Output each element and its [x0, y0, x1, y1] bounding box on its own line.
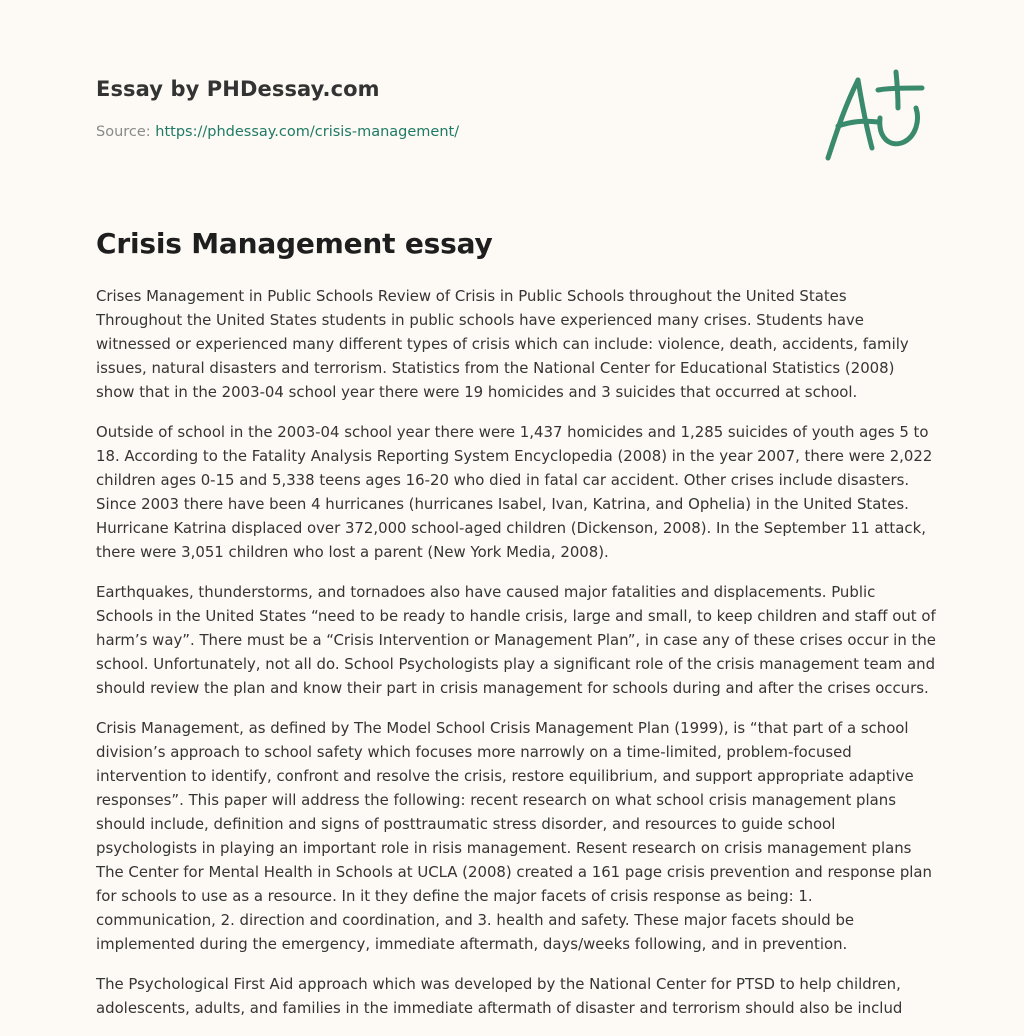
essay-body: [96, 284, 936, 1036]
essay-paragraph: The Psychological First Aid approach which was developed by the National Center for PTSD to help children, adolescents, adults, and families in the immediate aftermath of disaster and terrorism should also be includ: [96, 975, 903, 1017]
site-brand: Essay by PHDessay.com: [96, 77, 380, 101]
essay-paragraph: Crises Management in Public Schools Review of Crisis in Public Schools throughout the United States Throughout the United States students in public schools have experienced many crises. Students have witnessed or experienced many different types of crisis which can include: violence, death, accidents, family issues, natural disasters and terrorism. Statistics from the National Center for Educational Statistics (2008) show that in the 2003-04 school year there were 19 homicides and 3 suicides that occurred at school.: [96, 287, 909, 401]
source-link[interactable]: https://phdessay.com/crisis-management/: [155, 124, 460, 140]
essay-paragraph: Earthquakes, thunderstorms, and tornadoes also have caused major fatalities and displacements. Public Schools in the United States “need to be ready to handle crisis, large and small, to keep children and staff out of harm’s way”. There must be a “Crisis Intervention or Management Plan”, in case any of these crises occur in the school. Unfortunately, not all do. School Psychologists play a significant role of the crisis management team and should review the plan and know their part in crisis management for schools during and after the crises occurs.: [96, 583, 936, 697]
a-plus-grade-logo: [818, 64, 930, 166]
essay-paragraph: Outside of school in the 2003-04 school year there were 1,437 homicides and 1,285 suicides of youth ages 5 to 18. According to the Fatality Analysis Reporting System Encyclopedia (2008) in the year 2007, there were 2,022 children ages 0-15 and 5,338 teens ages 16-20 who died in fatal car accident. Other crises include disasters. Since 2003 there have been 4 hurricanes (hurricanes Isabel, Ivan, Katrina, and Ophelia) in the United States. Hurricane Katrina displaced over 372,000 school-aged children (Dickenson, 2008). In the September 11 attack, there were 3,051 children who lost a parent (New York Media, 2008).: [96, 423, 933, 561]
essay-paragraph: Crisis Management, as defined by The Model School Crisis Management Plan (1999), is “that part of a school division’s approach to school safety which focuses more narrowly on a time-limited, problem-focused intervention to identify, confront and resolve the crisis, restore equilibrium, and support appropriate adaptive responses”. This paper will address the following: recent research on what school crisis management plans should include, definition and signs of posttraumatic stress disorder, and resources to guide school psychologists in playing an important role in risis management. Resent research on crisis management plans The Center for Mental Health in Schools at UCLA (2008) created a 161 page crisis prevention and response plan for schools to use as a resource. In it they define the major facets of crisis response as being: 1. communication, 2. direction and coordination, and 3. health and safety. These major facets should be implemented during the emergency, immediate aftermath, days/weeks following, and in prevention.: [96, 719, 932, 953]
a-plus-icon: [818, 64, 930, 166]
source-label: Source:: [96, 124, 156, 140]
source-line: [96, 122, 796, 142]
essay-title: Crisis Management essay: [96, 227, 493, 260]
document-header: [96, 74, 796, 142]
